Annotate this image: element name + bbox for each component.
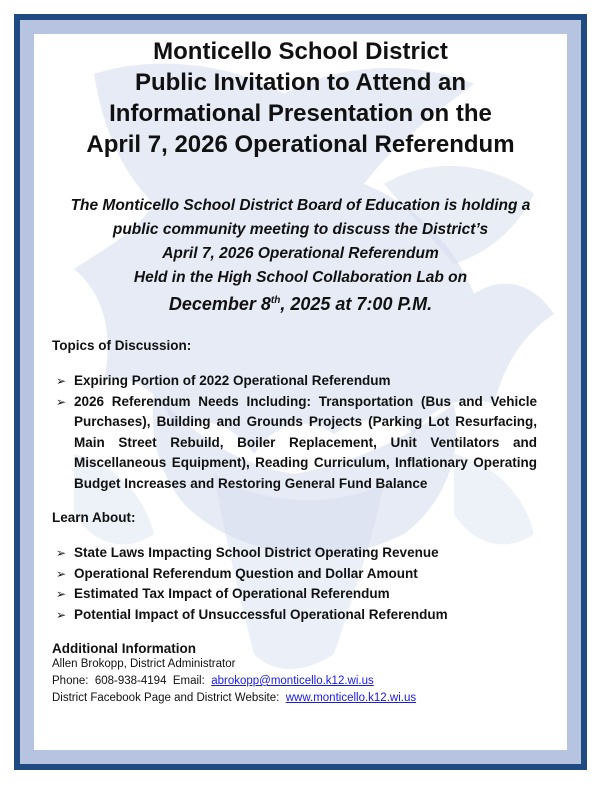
phone-number: 608-938-4194 bbox=[94, 675, 167, 687]
learn-heading: Learn About: bbox=[52, 510, 136, 525]
email-link[interactable]: abrokopp@monticello.k12.wi.us bbox=[211, 675, 374, 687]
intro-line: April 7, 2026 Operational Referendum bbox=[162, 245, 439, 262]
list-item: ➢ Expiring Portion of 2022 Operational Referendum bbox=[52, 371, 537, 392]
website-label: District Facebook Page and District Website: bbox=[52, 692, 280, 704]
list-item: ➢ 2026 Referendum Needs Including: Transportation (Bus and Vehicle Purchases), Building and Grounds Projects (Parking Lot Resurfacing, Main Street Rebuild, Boiler Replacement, Unit Ventilators and Miscellaneous Equipment), Reading Curriculum, Inflationary Operating Budget Increases and Restoring General Fund Balance bbox=[56, 393, 537, 491]
arrow-bullet-icon: ➢ bbox=[56, 607, 67, 622]
arrow-bullet-icon: ➢ bbox=[56, 546, 67, 560]
page-title bbox=[34, 36, 567, 160]
website-link[interactable]: www.monticello.k12.wi.us bbox=[285, 692, 417, 704]
intro-block bbox=[34, 194, 567, 318]
flyer-content bbox=[34, 34, 567, 750]
topics-section bbox=[52, 338, 537, 707]
list-item: ➢ State Laws Impacting School District Operating Revenue bbox=[52, 543, 537, 564]
title-line-district: Monticello School District bbox=[153, 38, 448, 65]
intro-line: The Monticello School District Board of Education is holding a bbox=[70, 197, 531, 214]
title-line-referendum: April 7, 2026 Operational Referendum bbox=[86, 131, 515, 158]
email-label: Email: bbox=[172, 675, 205, 687]
contact-block bbox=[52, 656, 537, 707]
learn-list bbox=[52, 543, 537, 625]
arrow-bullet-icon: ➢ bbox=[56, 374, 67, 388]
list-item: ➢ Estimated Tax Impact of Operational Referendum bbox=[52, 584, 537, 605]
contact-heading: Additional Information bbox=[52, 641, 196, 656]
topics-list bbox=[52, 371, 537, 494]
list-item: ➢ Operational Referendum Question and Dollar Amount bbox=[52, 564, 537, 585]
intro-line: Held in the High School Collaboration Lab on bbox=[133, 269, 468, 286]
title-line-invitation: Public Invitation to Attend an bbox=[134, 69, 467, 96]
contact-name: Allen Brokopp, District Administrator bbox=[52, 658, 236, 670]
topics-heading: Topics of Discussion: bbox=[52, 338, 192, 353]
phone-label: Phone: bbox=[52, 675, 89, 687]
arrow-bullet-icon: ➢ bbox=[56, 394, 67, 409]
arrow-bullet-icon: ➢ bbox=[56, 566, 67, 581]
arrow-bullet-icon: ➢ bbox=[56, 587, 67, 601]
meeting-date-day: December 8 bbox=[168, 294, 271, 314]
intro-line: public community meeting to discuss the District’s bbox=[112, 221, 489, 238]
list-item: ➢ Potential Impact of Unsuccessful Operational Referendum bbox=[52, 605, 537, 626]
meeting-date-suffix: th bbox=[270, 295, 281, 306]
title-line-presentation: Informational Presentation on the bbox=[109, 100, 492, 127]
meeting-date-time: , 2025 at 7:00 P.M. bbox=[280, 294, 433, 314]
contact-website bbox=[52, 690, 537, 707]
contact-phone-email bbox=[52, 673, 537, 690]
meeting-date bbox=[34, 290, 567, 318]
